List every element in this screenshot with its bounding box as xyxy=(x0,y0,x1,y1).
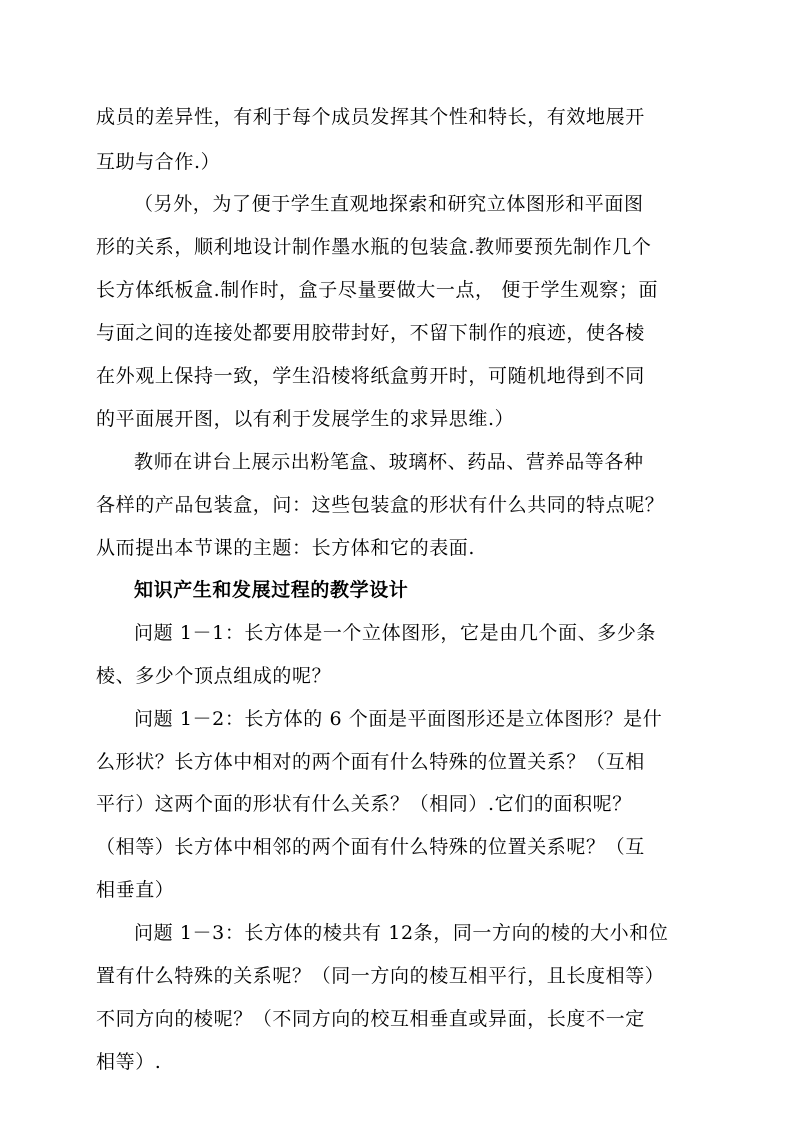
text-line: 相垂直） xyxy=(96,879,175,901)
text-line: 平行）这两个面的形状有什么关系？（相同）.它们的面积呢？ xyxy=(96,793,632,815)
text-line: 在外观上保持一致，学生沿棱将纸盒剪开时，可随机地得到不同 xyxy=(96,365,645,387)
text-line: 么形状？长方体中相对的两个面有什么特殊的位置关系？（互相 xyxy=(96,751,645,773)
text-line: 与面之间的连接处都要用胶带封好，不留下制作的痕迹，使各棱 xyxy=(96,322,645,344)
text-line: 的平面展开图，以有利于发展学生的求异思维.） xyxy=(96,408,515,430)
text-line: 相等）. xyxy=(96,1051,162,1073)
text-line: （另外，为了便于学生直观地探索和研究立体图形和平面图 xyxy=(134,193,644,215)
text-line: 成员的差异性，有利于每个成员发挥其个性和特长，有效地展开 xyxy=(96,106,645,128)
text-line: 各样的产品包装盒，问：这些包装盒的形状有什么共同的特点呢？ xyxy=(96,494,665,516)
section-heading: 知识产生和发展过程的教学设计 xyxy=(134,579,409,601)
text-line: （相等）长方体中相邻的两个面有什么特殊的位置关系呢？（互 xyxy=(96,836,645,858)
text-line: 教师在讲台上展示出粉笔盒、玻璃杯、药品、营养品等各种 xyxy=(134,451,644,473)
text-line: 置有什么特殊的关系呢？（同一方向的棱互相平行，且长度相等） xyxy=(96,965,665,987)
text-line: 问题 1－2：长方体的 6 个面是平面图形还是立体图形？是什 xyxy=(134,708,663,730)
text-line: 不同方向的棱呢？（不同方向的校互相垂直或异面，长度不一定 xyxy=(96,1008,645,1030)
text-line: 互助与合作.） xyxy=(96,151,221,173)
text-line: 形的关系，顺利地设计制作墨水瓶的包装盒.教师要预先制作几个 xyxy=(96,236,652,258)
text-line: 问题 1－1：长方体是一个立体图形，它是由几个面、多少条 xyxy=(134,622,657,644)
text-line: 长方体纸板盒.制作时，盒子尽量要做大一点， 便于学生观察；面 xyxy=(96,279,659,301)
text-line: 从而提出本节课的主题：长方体和它的表面. xyxy=(96,537,476,559)
text-line: 棱、多少个顶点组成的呢？ xyxy=(96,665,332,687)
text-line: 问题 1－3：长方体的棱共有 12条，同一方向的棱的大小和位 xyxy=(134,922,669,944)
